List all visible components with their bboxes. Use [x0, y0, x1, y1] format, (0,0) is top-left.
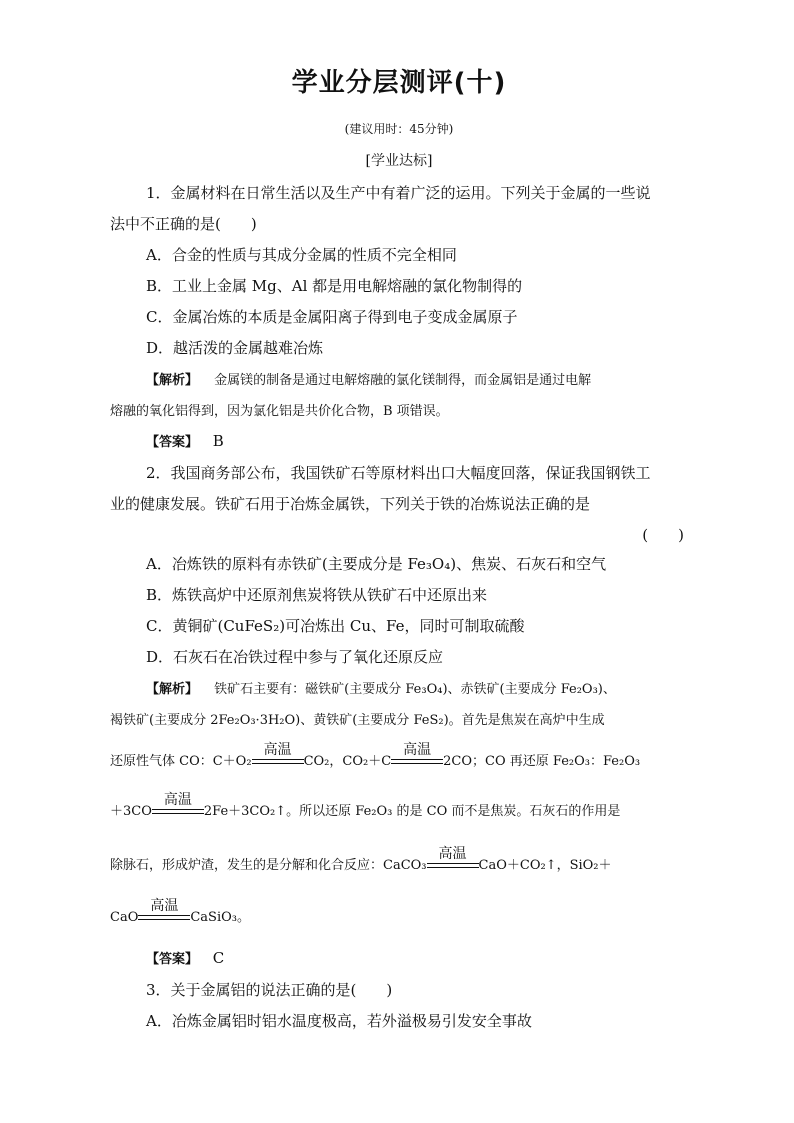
q2-option-c: C．黄铜矿(CuFeS₂)可冶炼出 Cu、Fe，同时可制取硫酸	[146, 617, 525, 635]
reaction-condition: 高温	[403, 742, 432, 758]
reaction-arrow	[427, 846, 479, 869]
q1-option-c: C．金属冶炼的本质是金属阳离子得到电子变成金属原子	[146, 308, 518, 326]
double-line	[152, 809, 204, 814]
equation-part: CO₂，CO₂＋C	[303, 754, 392, 769]
double-line	[138, 915, 190, 920]
q1-option-b: B．工业上金属 Mg、Al 都是用电解熔融的氯化物制得的	[146, 277, 523, 295]
q1-analysis-text1: 金属镁的制备是通过电解熔融的氯化镁制得，而金属铝是通过电解	[214, 373, 592, 388]
section-heading: [学业达标]	[365, 153, 433, 169]
q1-answer	[146, 431, 224, 450]
q2-answer-value: C	[212, 949, 225, 967]
q2-option-b: B．炼铁高炉中还原剂焦炭将铁从铁矿石中还原出来	[146, 586, 488, 604]
equation-part: 2CO；CO 再还原 Fe₂O₃：Fe₂O₃	[443, 754, 641, 769]
equation-part: ＋3CO	[110, 804, 152, 819]
time-hint: (建议用时：45分钟)	[344, 122, 454, 136]
reaction-condition: 高温	[150, 898, 179, 914]
q1-analysis-line2: 熔融的氧化铝得到，因为氯化铝是共价化合物，B 项错误。	[110, 404, 449, 419]
q1-answer-value: B	[212, 432, 224, 450]
double-line	[427, 863, 479, 868]
q2-answer	[146, 948, 224, 967]
q2-analysis-line3	[110, 742, 641, 769]
q1-stem-line2: 法中不正确的是( )	[110, 215, 257, 233]
reaction-arrow	[391, 742, 443, 765]
analysis-tag: 【解析】	[146, 373, 199, 388]
double-line	[252, 759, 304, 764]
q2-option-a: A．冶炼铁的原料有赤铁矿(主要成分是 Fe₃O₄)、焦炭、石灰石和空气	[146, 555, 607, 573]
q2-analysis-line6	[110, 898, 250, 925]
reaction-condition: 高温	[263, 742, 292, 758]
equation-part: CaO	[110, 910, 139, 925]
reaction-arrow	[152, 792, 204, 815]
page-title: 学业分层测评(十)	[291, 68, 507, 98]
q2-stem-line1: 2．我国商务部公布，我国铁矿石等原材料出口大幅度回落，保证我国钢铁工	[146, 464, 651, 482]
equation-part: 除脉石，形成炉渣，发生的是分解和化合反应：CaCO₃	[110, 858, 427, 873]
q2-analysis-line5	[110, 846, 612, 873]
q2-answer-parentheses: ( )	[642, 526, 684, 544]
q2-stem-line2: 业的健康发展。铁矿石用于冶炼金属铁，下列关于铁的冶炼说法正确的是	[110, 495, 591, 513]
double-line	[391, 759, 443, 764]
equation-part: CaO＋CO₂↑，SiO₂＋	[478, 858, 612, 873]
q3-stem-line1: 3．关于金属铝的说法正确的是( )	[146, 981, 393, 999]
answer-tag: 【答案】	[146, 435, 199, 450]
q1-option-d: D．越活泼的金属越难冶炼	[146, 339, 324, 357]
reaction-arrow	[252, 742, 304, 765]
q1-option-a: A．合金的性质与其成分金属的性质不完全相同	[146, 246, 457, 264]
q2-analysis-text1: 铁矿石主要有：磁铁矿(主要成分 Fe₃O₄)、赤铁矿(主要成分 Fe₂O₃)、	[214, 682, 616, 697]
q1-stem-line1: 1．金属材料在日常生活以及生产中有着广泛的运用。下列关于金属的一些说	[146, 184, 651, 202]
q1-analysis-line1	[146, 369, 591, 388]
reaction-arrow	[138, 898, 190, 921]
reaction-condition: 高温	[438, 846, 467, 862]
q2-analysis-line4	[110, 792, 621, 819]
q2-analysis-line1	[146, 678, 616, 697]
equation-part: 还原性气体 CO：C＋O₂	[110, 754, 252, 769]
equation-part: CaSiO₃。	[190, 910, 250, 925]
answer-tag: 【答案】	[146, 952, 199, 967]
q2-analysis-line2: 褐铁矿(主要成分 2Fe₂O₃·3H₂O)、黄铁矿(主要成分 FeS₂)。首先是焦炭在高炉中生成	[110, 713, 605, 728]
q2-option-d: D．石灰石在冶铁过程中参与了氧化还原反应	[146, 648, 444, 666]
equation-part: 2Fe＋3CO₂↑。所以还原 Fe₂O₃ 的是 CO 而不是焦炭。石灰石的作用是	[203, 804, 621, 819]
analysis-tag: 【解析】	[146, 682, 199, 697]
q3-option-a: A．冶炼金属铝时铝水温度极高，若外溢极易引发安全事故	[146, 1012, 532, 1030]
reaction-condition: 高温	[163, 792, 192, 808]
